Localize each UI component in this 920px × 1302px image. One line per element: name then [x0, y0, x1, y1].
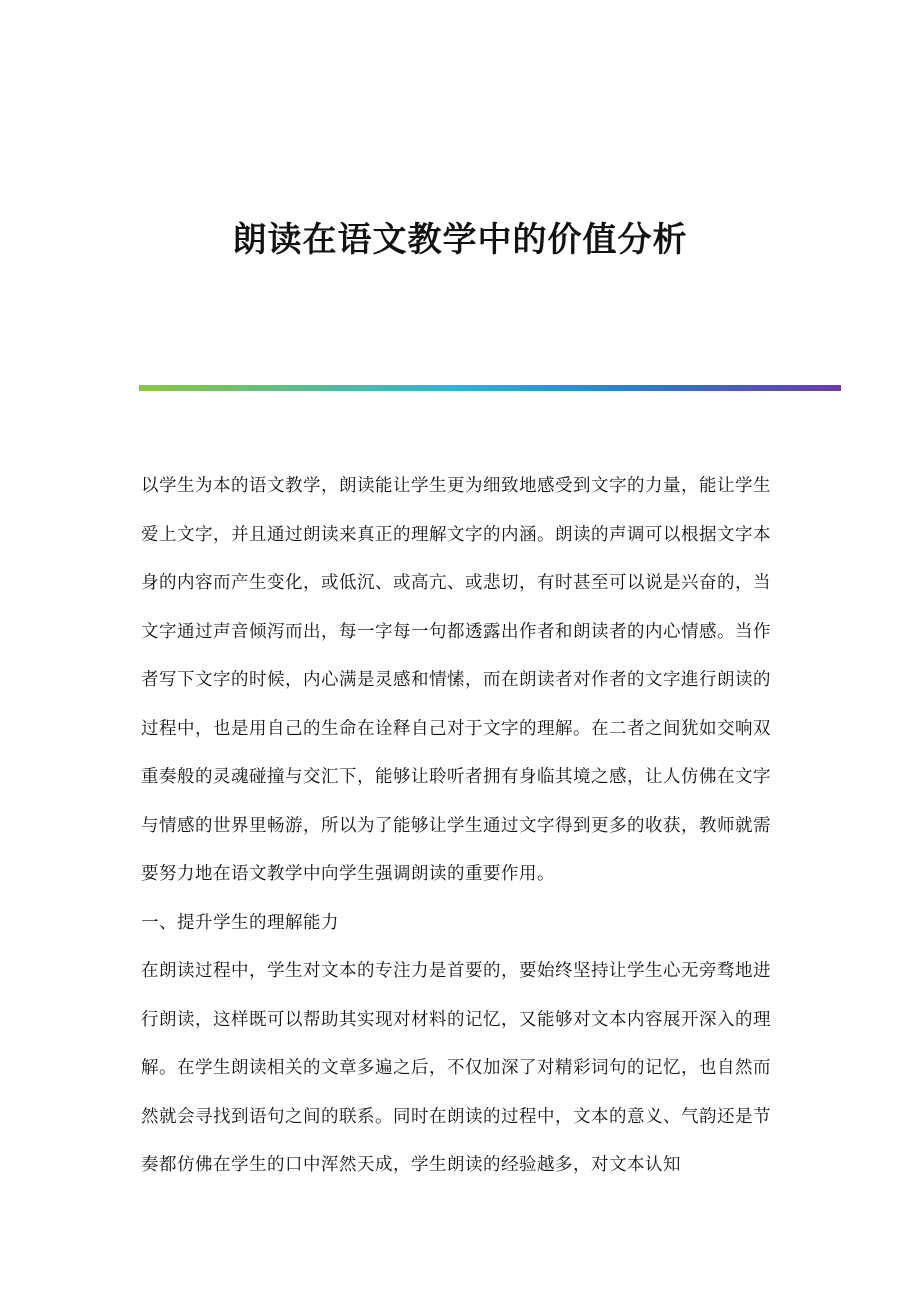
- document-body: [141, 462, 771, 1190]
- document-title: 朗读在语文教学中的价值分析: [232, 220, 688, 260]
- intro-paragraph: 以学生为本的语文教学，朗读能让学生更为细致地感受到文字的力量，能让学生爱上文字，并且通过朗读来真正的理解文字的内涵。朗读的声调可以根据文字本身的内容而产生变化，或低沉、或高亢、或悲切，有时甚至可以说是兴奋的，当文字通过声音倾泻而出，每一字每一句都透露出作者和朗读者的内心情感。当作者写下文字的时候，内心满是灵感和情愫，而在朗读者对作者的文字進行朗读的过程中，也是用自己的生命在诠释自己对于文字的理解。在二者之间犹如交响双重奏般的灵魂碰撞与交汇下，能够让聆听者拥有身临其境之感，让人仿佛在文字与情感的世界里畅游，所以为了能够让学生通过文字得到更多的收获，教师就需要努力地在语文教学中向学生强调朗读的重要作用。: [141, 476, 771, 884]
- section-heading: 一、提升学生的理解能力: [141, 912, 339, 933]
- title-divider: [139, 385, 841, 391]
- section-paragraph: 在朗读过程中，学生对文本的专注力是首要的，要始终坚持让学生心无旁骛地进行朗读，这样既可以帮助其实现对材料的记忆，又能够对文本内容展开深入的理解。在学生朗读相关的文章多遍之后，不仅加深了对精彩词句的记忆，也自然而然就会寻找到语句之间的联系。同时在朗读的过程中，文本的意义、气韵还是节奏都仿佛在学生的口中浑然天成，学生朗读的经验越多，对文本认知: [141, 961, 771, 1175]
